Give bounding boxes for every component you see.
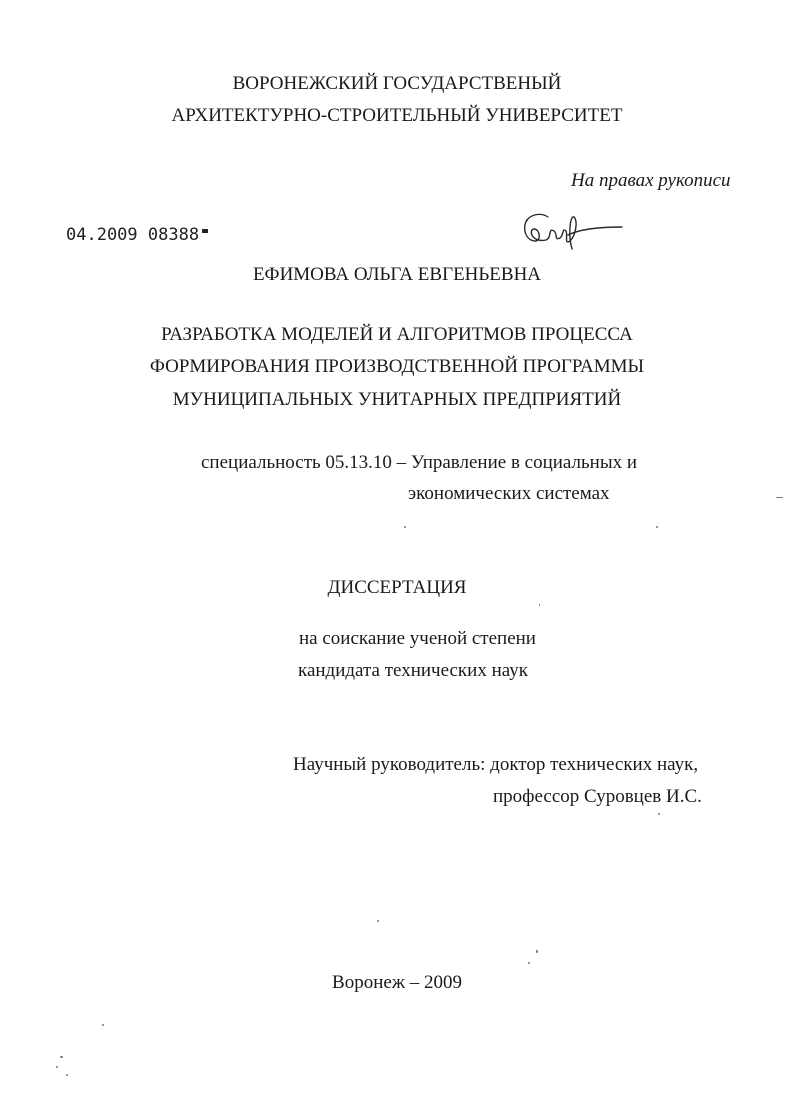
scan-speck: [102, 1024, 104, 1026]
scan-speck: [658, 813, 660, 815]
supervisor-line1: Научный руководитель: доктор технических наук,: [293, 754, 699, 775]
document-type: ДИССЕРТАЦИЯ: [327, 577, 467, 598]
document-number-text: 04.2009 08388: [66, 225, 200, 245]
specialty-line2: экономических системах: [408, 483, 610, 504]
title-line3: МУНИЦИПАЛЬНЫХ УНИТАРНЫХ ПРЕДПРИЯТИЙ: [172, 389, 622, 410]
supervisor-line2: профессор Суровцев И.С.: [493, 786, 702, 807]
title-line1: РАЗРАБОТКА МОДЕЛЕЙ И АЛГОРИТМОВ ПРОЦЕССА: [161, 324, 633, 345]
scan-speck: [377, 920, 379, 922]
specialty-line1: специальность 05.13.10 – Управление в социальных и: [201, 452, 638, 473]
title-line2: ФОРМИРОВАНИЯ ПРОИЗВОДСТВЕННОЙ ПРОГРАММЫ: [149, 356, 645, 377]
scan-speck: [66, 1074, 68, 1076]
university-name-line2: АРХИТЕКТУРНО-СТРОИТЕЛЬНЫЙ УНИВЕРСИТЕТ: [171, 105, 623, 126]
signature-icon: [518, 205, 628, 253]
scan-speck: [656, 526, 658, 528]
manuscript-note: На правах рукописи: [571, 170, 731, 191]
university-name-line1: ВОРОНЕЖСКИЙ ГОСУДАРСТВЕНЫЙ: [232, 73, 562, 94]
scan-speck: [536, 950, 538, 953]
scan-speck: [528, 962, 530, 964]
document-number: [66, 225, 208, 245]
author-name: ЕФИМОВА ОЛЬГА ЕВГЕНЬЕВНА: [252, 264, 542, 285]
scan-speck: [776, 497, 783, 498]
scan-speck: [404, 526, 406, 528]
scan-speck: [60, 1056, 63, 1058]
scan-speck: [56, 1066, 58, 1068]
degree-line1: на соискание ученой степени: [299, 628, 536, 649]
stamp-mark-icon: [202, 229, 208, 233]
place-year: Воронеж – 2009: [332, 972, 462, 993]
scan-speck: [539, 604, 540, 606]
degree-line2: кандидата технических наук: [298, 660, 528, 681]
